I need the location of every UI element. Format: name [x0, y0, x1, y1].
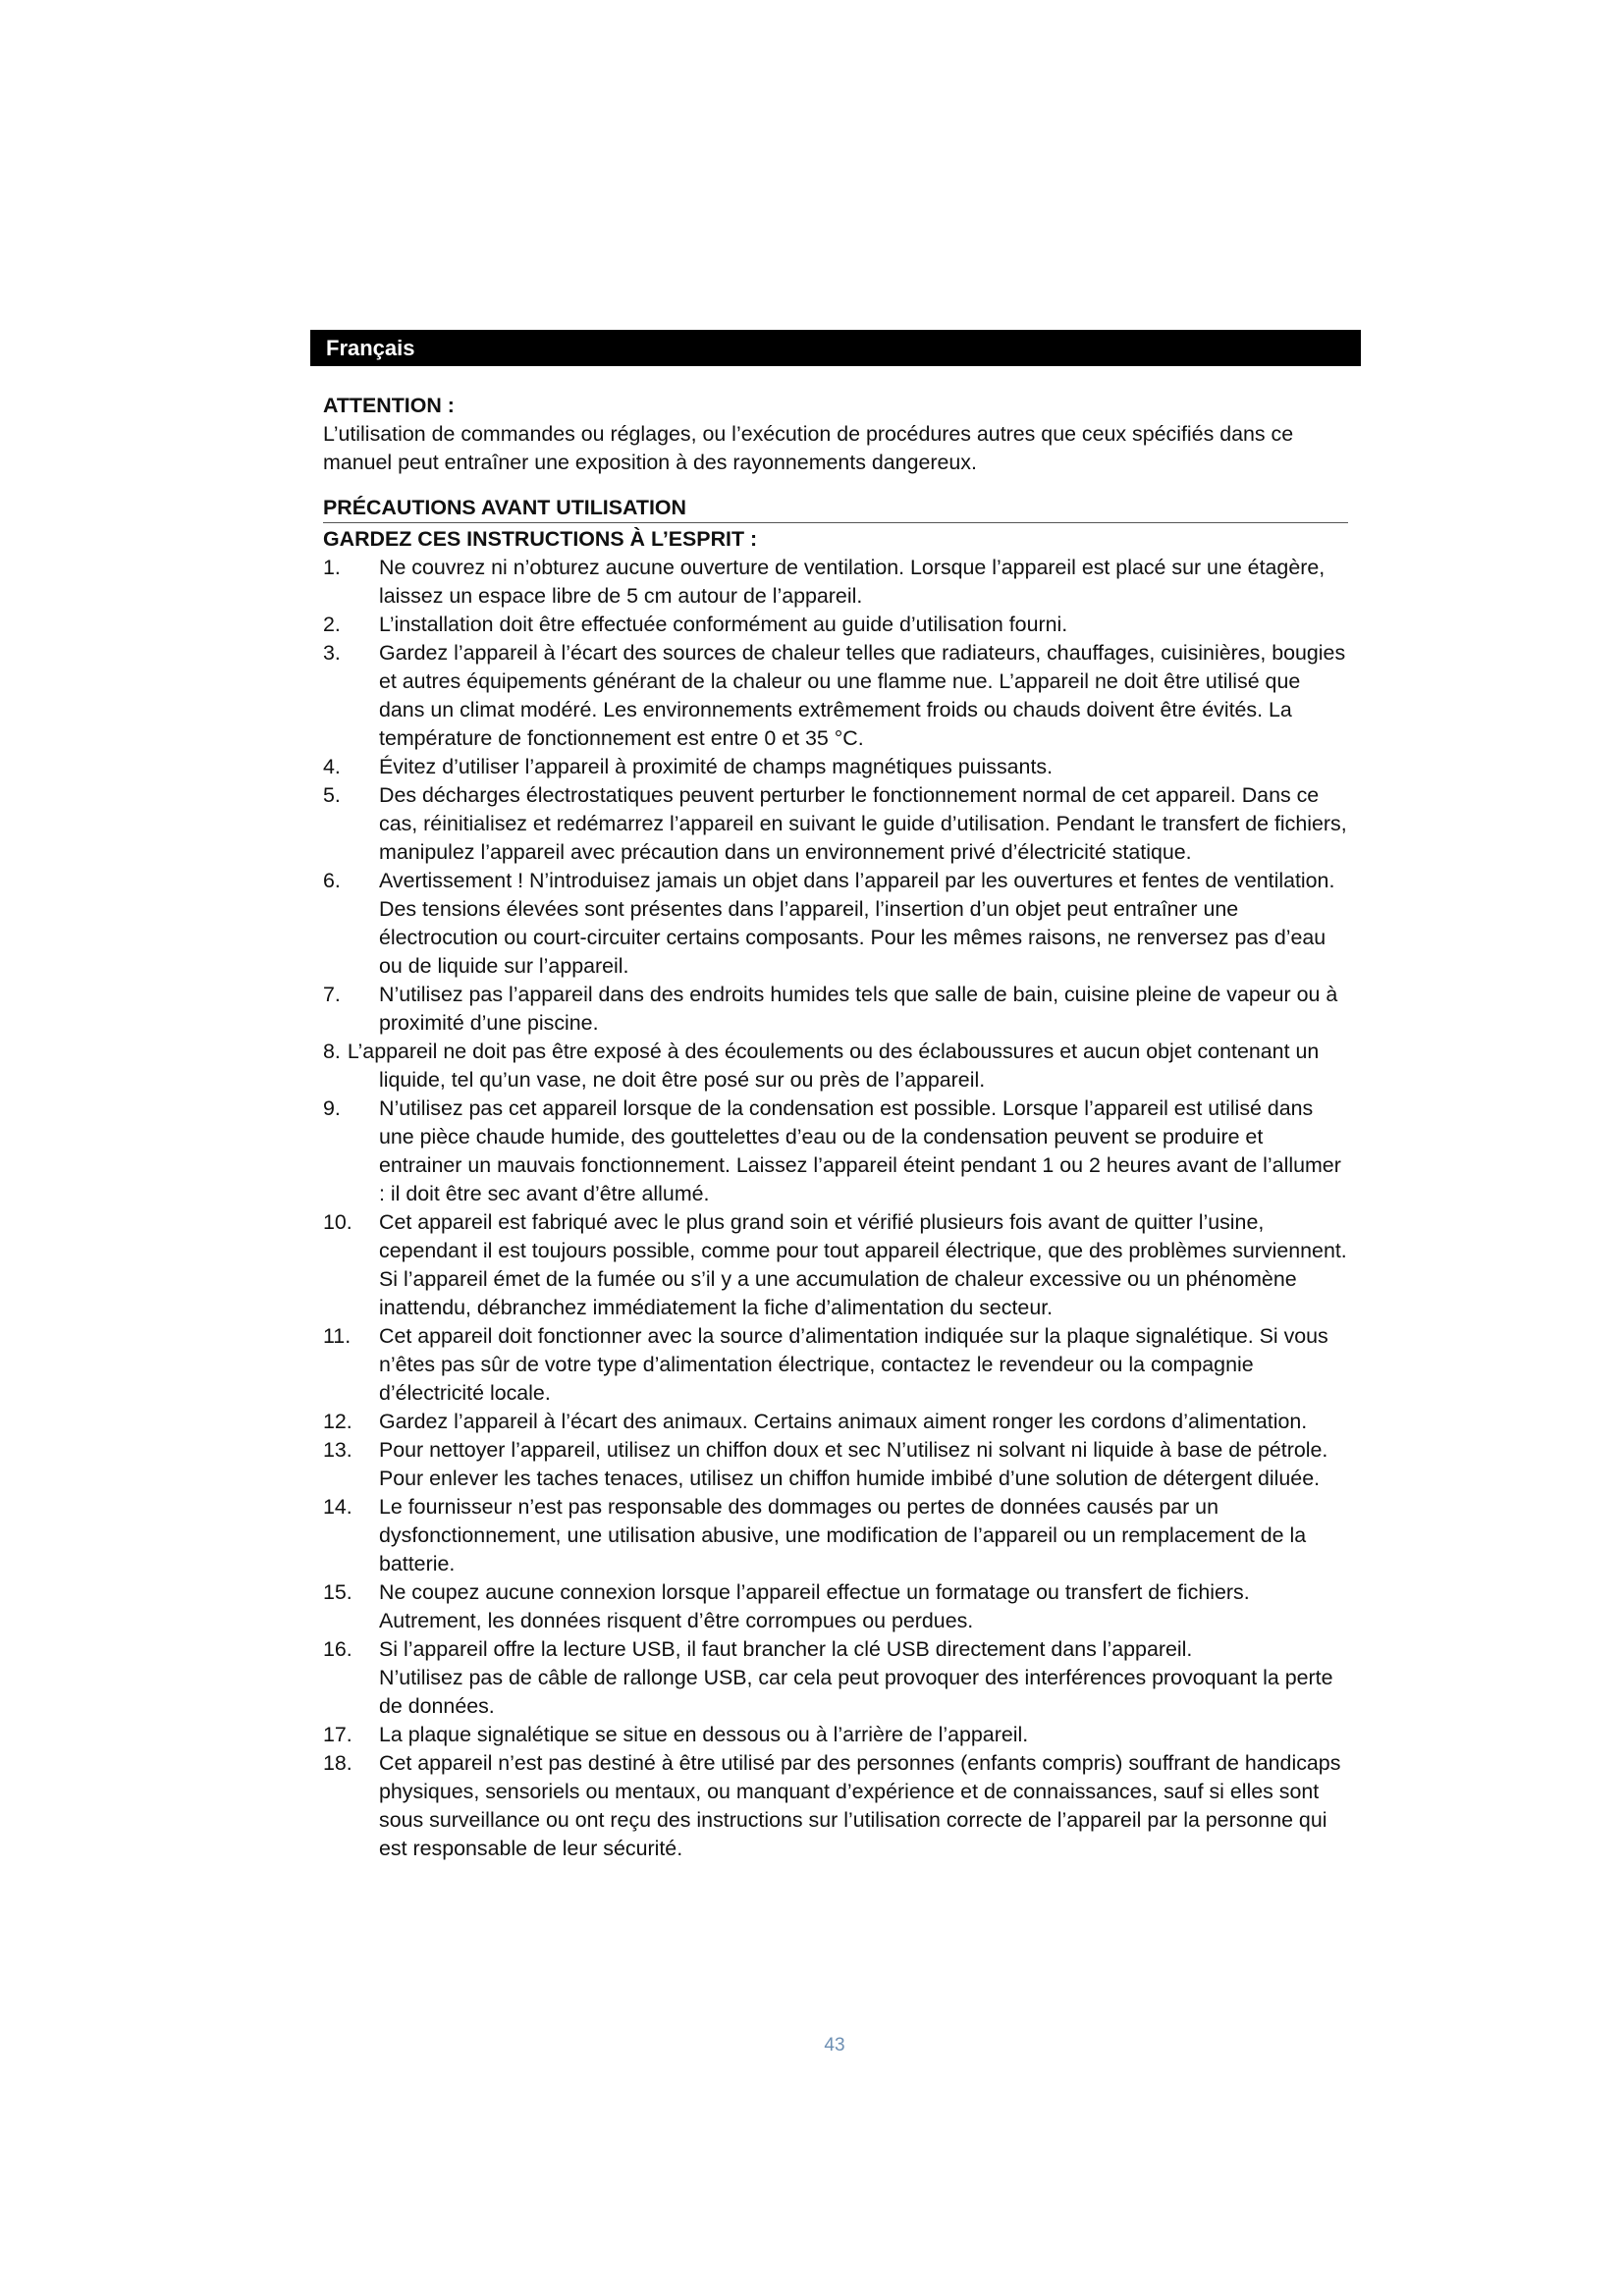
- item-text: Évitez d’utiliser l’appareil à proximité de champs magnétiques puissants.: [379, 755, 1054, 778]
- item-text: Des décharges électrostatiques peuvent perturber le fonctionnement normal de cet appareil. Dans ce cas, réinitialisez et redémarrez l’appareil en suivant le guide d’utilisation. Pendant le transfert de fichiers, manipulez l’appareil avec précaution dans un environnement privé d’électricité statique.: [379, 783, 1347, 864]
- list-item: [323, 1749, 1349, 1863]
- list-item: [323, 1208, 1349, 1322]
- list-item: [323, 1038, 1349, 1095]
- list-item: [323, 1436, 1349, 1493]
- item-text: Cet appareil n’est pas destiné à être utilisé par des personnes (enfants compris) souffrant de handicaps physiques, sensoriels ou mentaux, ou manquant d’expérience et de connaissances, sauf si elles sont sous surveillance ou ont reçu des instructions sur l’utilisation correcte de l’appareil par la personne qui est responsable de leur sécurité.: [379, 1751, 1341, 1860]
- item-text: L’appareil ne doit pas être exposé à des écoulements ou des éclaboussures et aucun objet contenant un liquide, tel qu’un vase, ne doit être posé sur ou près de l’appareil.: [347, 1040, 1320, 1092]
- list-item: [323, 1635, 1349, 1721]
- item-text: Ne couvrez ni n’obturez aucune ouverture de ventilation. Lorsque l’appareil est placé sur une étagère, laissez un espace libre de 5 cm autour de l’appareil.: [379, 556, 1326, 608]
- item-text: Cet appareil est fabriqué avec le plus grand soin et vérifié plusieurs fois avant de quitter l’usine, cependant il est toujours possible, comme pour tout appareil électrique, que des problèmes surviennent. Si l’appareil émet de la fumée ou s’il y a une accumulation de chaleur excessive ou un phénomène inattendu, débranchez immédiatement la fiche d’alimentation du secteur.: [379, 1210, 1347, 1319]
- language-header-bar: [310, 330, 1361, 366]
- language-label: Français: [326, 336, 415, 360]
- precautions-list: [323, 554, 1349, 1863]
- item-number: 12.: [323, 1410, 352, 1433]
- precautions-title: PRÉCAUTIONS AVANT UTILISATION: [323, 494, 1348, 523]
- list-item: [323, 981, 1349, 1038]
- item-text: Gardez l’appareil à l’écart des animaux. Certains animaux aiment ronger les cordons d’alimentation.: [379, 1410, 1308, 1433]
- item-text: Ne coupez aucune connexion lorsque l’appareil effectue un formatage ou transfert de fichiers. Autrement, les données risquent d’être corrompues ou perdues.: [379, 1580, 1250, 1632]
- precautions-subtitle: GARDEZ CES INSTRUCTIONS À L’ESPRIT :: [323, 527, 758, 551]
- list-item: [323, 639, 1349, 753]
- item-number: 9.: [323, 1096, 341, 1120]
- attention-title: ATTENTION :: [323, 394, 455, 417]
- item-number: 14.: [323, 1495, 352, 1519]
- item-number: 15.: [323, 1580, 352, 1604]
- item-number: 13.: [323, 1438, 352, 1462]
- item-number: 16.: [323, 1637, 352, 1661]
- item-number: 17.: [323, 1723, 352, 1746]
- item-text: Gardez l’appareil à l’écart des sources de chaleur telles que radiateurs, chauffages, cuisinières, bougies et autres équipements générant de la chaleur ou une flamme nue. L’appareil ne doit être utilisé que dans un climat modéré. Les environnements extrêmement froids ou chauds doivent être évités. La température de fonctionnement est entre 0 et 35 °C.: [379, 641, 1346, 750]
- item-text: Cet appareil doit fonctionner avec la source d’alimentation indiquée sur la plaque signalétique. Si vous n’êtes pas sûr de votre type d’alimentation électrique, contactez le revendeur ou la compagnie d’électricité locale.: [379, 1324, 1328, 1405]
- item-text: N’utilisez pas cet appareil lorsque de la condensation est possible. Lorsque l’appareil est utilisé dans une pièce chaude humide, des gouttelettes d’eau ou de la condensation peuvent se produire et entrainer un mauvais fonctionnement. Laissez l’appareil éteint pendant 1 ou 2 heures avant de l’allumer : il doit être sec avant d’être allumé.: [379, 1096, 1341, 1205]
- item-text: N’utilisez pas l’appareil dans des endroits humides tels que salle de bain, cuisine pleine de vapeur ou à proximité d’une piscine.: [379, 983, 1338, 1035]
- item-text: Pour nettoyer l’appareil, utilisez un chiffon doux et sec N’utilisez ni solvant ni liquide à base de pétrole.: [379, 1438, 1328, 1462]
- item-text: L’installation doit être effectuée conformément au guide d’utilisation fourni.: [379, 613, 1068, 636]
- list-item: [323, 867, 1349, 981]
- item-text: Si l’appareil offre la lecture USB, il faut brancher la clé USB directement dans l’appareil.: [379, 1637, 1193, 1661]
- list-item: [323, 1095, 1349, 1208]
- item-number: 4.: [323, 755, 341, 778]
- item-text: La plaque signalétique se situe en dessous ou à l’arrière de l’appareil.: [379, 1723, 1029, 1746]
- page-content: [323, 392, 1349, 1863]
- item-number: 5.: [323, 783, 341, 807]
- page-number: 43: [824, 2035, 845, 2056]
- item-number: 8.: [323, 1040, 341, 1063]
- item-text: Avertissement ! N’introduisez jamais un objet dans l’appareil par les ouvertures et fentes de ventilation. Des tensions élevées sont présentes dans l’appareil, l’insertion d’un objet peut entraîner une électrocution ou court-circuiter certains composants. Pour les mêmes raisons, ne renversez pas d’eau ou de liquide sur l’appareil.: [379, 869, 1335, 978]
- list-item: [323, 1408, 1349, 1436]
- attention-text: L’utilisation de commandes ou réglages, ou l’exécution de procédures autres que ceux spécifiés dans ce manuel peut entraîner une exposition à des rayonnements dangereux.: [323, 422, 1294, 474]
- list-item: [323, 781, 1349, 867]
- item-text-continued: N’utilisez pas de câble de rallonge USB, car cela peut provoquer des interférences provoquant la perte de données.: [379, 1666, 1333, 1718]
- list-item: [323, 753, 1349, 781]
- item-text: Le fournisseur n’est pas responsable des dommages ou pertes de données causés par un dysfonctionnement, une utilisation abusive, une modification de l’appareil ou un remplacement de la batterie.: [379, 1495, 1307, 1575]
- item-number: 7.: [323, 983, 341, 1006]
- item-number: 11.: [323, 1324, 352, 1348]
- list-item: [323, 1721, 1349, 1749]
- item-number: 3.: [323, 641, 341, 665]
- item-number: 10.: [323, 1210, 352, 1234]
- list-item: [323, 611, 1349, 639]
- list-item: [323, 1322, 1349, 1408]
- list-item: [323, 1578, 1349, 1635]
- list-item: [323, 554, 1349, 611]
- item-number: 18.: [323, 1751, 352, 1775]
- item-number: 6.: [323, 869, 341, 892]
- item-text-continued: Pour enlever les taches tenaces, utilisez un chiffon humide imbibé d’une solution de détergent diluée.: [379, 1467, 1321, 1490]
- item-number: 2.: [323, 613, 341, 636]
- item-number: 1.: [323, 556, 341, 579]
- list-item: [323, 1493, 1349, 1578]
